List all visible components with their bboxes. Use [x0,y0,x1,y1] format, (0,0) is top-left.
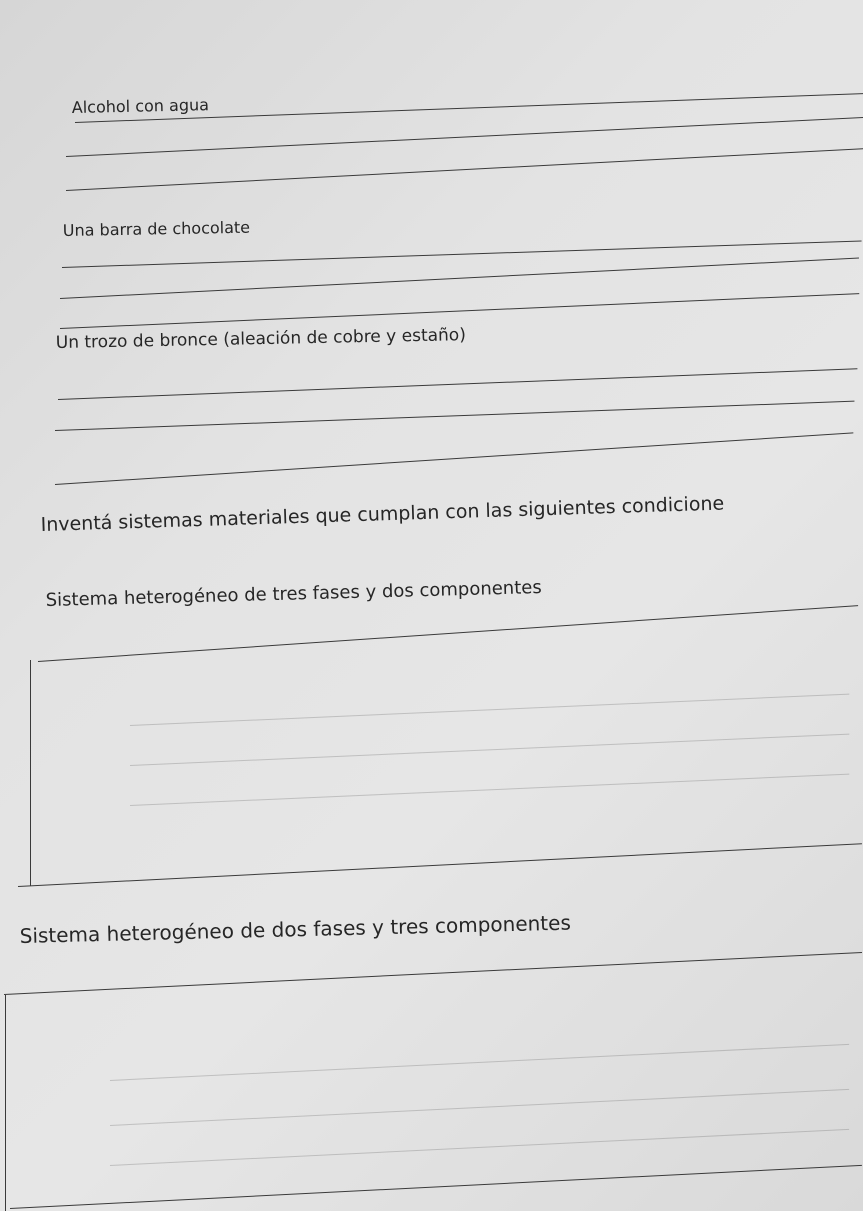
box-top-line [38,605,858,662]
faint-line [110,1089,849,1126]
answer-line[interactable] [60,293,859,329]
system-label: Sistema heterogéneo de dos fases y tres componentes [19,910,572,948]
faint-line [130,694,849,726]
answer-line[interactable] [66,117,863,157]
box-left-line [30,660,31,886]
instruction-heading: Inventá sistemas materiales que cumplan con las siguientes condicione [40,492,725,536]
answer-line[interactable] [58,368,857,400]
item-label: Una barra de chocolate [62,217,251,240]
faint-line [110,1129,849,1166]
box-top-line [4,952,862,995]
box-left-line [5,995,6,1211]
box-bottom-line [18,843,862,887]
faint-line [110,1044,849,1081]
item-label: Un trozo de bronce (aleación de cobre y estaño) [55,325,467,353]
system-label: Sistema heterogéneo de tres fases y dos componentes [45,577,542,611]
answer-line[interactable] [55,401,854,431]
faint-line [130,734,849,766]
faint-line [130,774,849,806]
answer-line[interactable] [66,148,863,191]
box-bottom-line [10,1165,862,1209]
item-label: Alcohol con agua [71,95,210,117]
answer-line[interactable] [55,432,853,485]
